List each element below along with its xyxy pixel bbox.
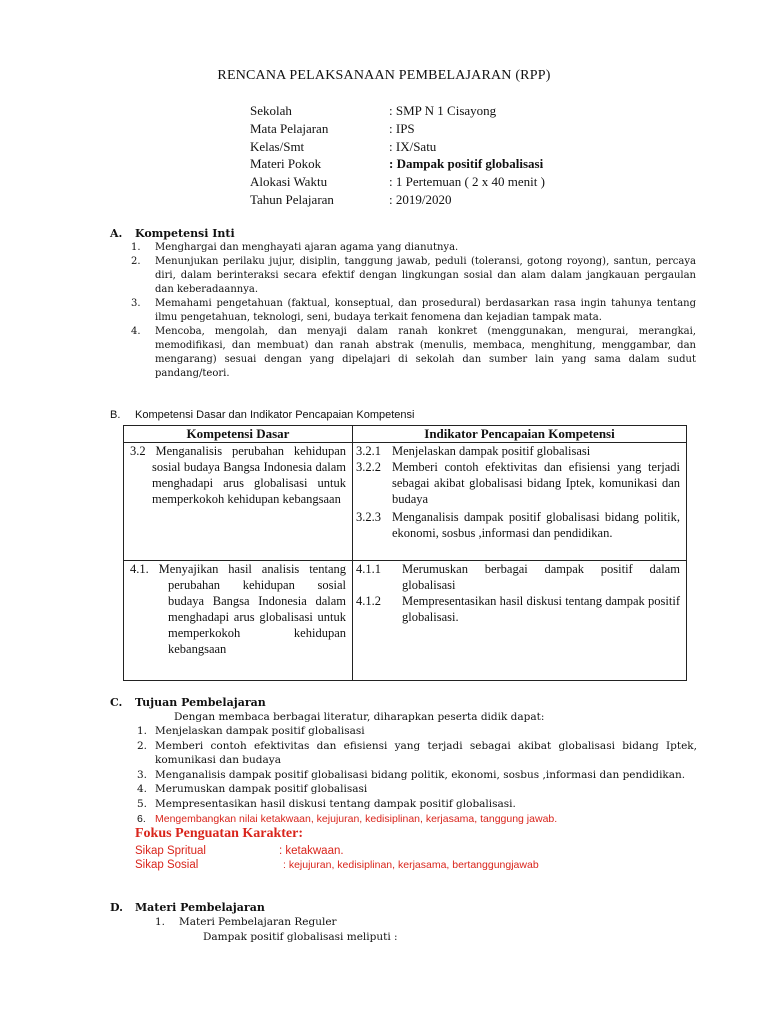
list-item xyxy=(137,782,697,797)
list-number: 6. xyxy=(137,813,146,825)
section-title: Materi Pembelajaran xyxy=(135,901,265,914)
list-number: 3. xyxy=(131,298,141,309)
identity-label: Tahun Pelajaran xyxy=(250,192,334,207)
list-text: Memberi contoh efektivitas dan efisiensi yang terjadi sebagai akibat globalisasi bidang Iptek, komunikasi dan budaya xyxy=(155,739,697,766)
table-header-row xyxy=(124,426,687,443)
section-title: Kompetensi Dasar dan Indikator Pencapaian Kompetensi xyxy=(135,409,415,421)
indicator-item xyxy=(356,459,680,507)
list-text: Menghargai dan menghayati ajaran agama yang dianutnya. xyxy=(155,242,459,253)
identity-label: Mata Pelajaran xyxy=(250,121,329,136)
list-number: 4. xyxy=(137,783,148,795)
identity-value: : IX/Satu xyxy=(389,139,437,154)
kd-text: 4.1. Menyajikan hasil analisis tentang perubahan kehidupan sosial budaya Bangsa Indonesia dalam menghadapi arus globalisasi untuk memperkokoh kehidupan kebangsaan xyxy=(130,562,346,656)
list-item xyxy=(137,797,697,812)
list-number: 5. xyxy=(137,797,148,810)
indicator-item xyxy=(356,509,680,541)
objectives-list xyxy=(137,724,697,827)
list-number: 3. xyxy=(137,768,148,781)
kompetensi-inti-list xyxy=(131,241,696,381)
list-item xyxy=(131,325,696,381)
list-text: Mempresentasikan hasil diskusi tentang dampak positif globalisasi. xyxy=(155,797,516,810)
objective-intro: Dengan membaca berbagai literatur, diharapkan peserta didik dapat: xyxy=(174,711,545,723)
section-c-heading xyxy=(110,696,266,709)
kd-cell xyxy=(124,443,353,561)
section-title: Kompetensi Inti xyxy=(135,227,235,240)
sikap-sosial-label: Sikap Sosial xyxy=(135,859,199,871)
table-row xyxy=(124,443,687,561)
materi-item xyxy=(155,915,337,930)
list-item xyxy=(137,812,697,827)
indicator-item xyxy=(356,593,680,625)
indicator-cell xyxy=(353,443,687,561)
identity-value: : IPS xyxy=(389,121,415,136)
identity-value: : 1 Pertemuan ( 2 x 40 menit ) xyxy=(389,174,545,189)
identity-value: : Dampak positif globalisasi xyxy=(389,156,544,171)
list-text: Merumuskan dampak positif globalisasi xyxy=(155,783,368,795)
list-text: Memahami pengetahuan (faktual, konseptual, dan prosedural) berdasarkan rasa ingin tahunya tentang ilmu pengetahuan, teknologi, seni, budaya terkait fenomena dan kejadian tampak mata. xyxy=(155,298,696,323)
section-letter: B. xyxy=(110,409,121,421)
section-letter: C. xyxy=(110,696,123,709)
identity-label: Materi Pokok xyxy=(250,156,322,171)
list-item xyxy=(137,768,697,783)
list-text: Menganalisis dampak positif globalisasi bidang politik, ekonomi, sosbus ,informasi dan pendidikan. xyxy=(155,768,686,781)
list-item xyxy=(137,739,697,768)
section-title: Tujuan Pembelajaran xyxy=(135,696,266,709)
identity-value: : SMP N 1 Cisayong xyxy=(389,103,497,118)
indicator-text: Memberi contoh efektivitas dan efisiensi yang terjadi sebagai akibat globalisasi bidang Iptek, komunikasi dan budaya xyxy=(392,460,680,506)
indicator-number: 3.2.2 xyxy=(356,460,381,474)
kd-text: 3.2 Menganalisis perubahan kehidupan sosial budaya Bangsa Indonesia dalam menghadapi arus globalisasi untuk memperkokoh kehidupan kebangsaan xyxy=(130,444,346,506)
sikap-sosial-value: : kejujuran, kedisiplinan, kerjasama, bertanggungjawab xyxy=(283,859,539,871)
list-item xyxy=(137,724,697,739)
section-d-heading xyxy=(110,901,265,914)
indicator-item xyxy=(356,561,680,593)
indicator-text: Mempresentasikan hasil diskusi tentang dampak positif globalisasi. xyxy=(402,594,680,624)
indicator-text: Merumuskan berbagai dampak positif dalam globalisasi xyxy=(402,562,680,592)
sikap-spiritual-value: : ketakwaan. xyxy=(279,845,344,857)
indicator-cell xyxy=(353,561,687,681)
list-item xyxy=(131,255,696,297)
sikap-spiritual-label: Sikap Spritual xyxy=(135,845,206,857)
table-row xyxy=(124,561,687,681)
list-text: Menunjukan perilaku jujur, disiplin, tanggung jawab, peduli (toleransi, gotong royong), santun, percaya diri, dalam berinteraksi secara efektif dengan lingkungan sosial dan alam dalam jangkauan pergaulan dan keberadaannya. xyxy=(155,256,696,295)
indicator-number: 3.2.1 xyxy=(356,444,381,458)
list-text: Menjelaskan dampak positif globalisasi xyxy=(155,725,365,737)
indicator-text: Menganalisis dampak positif globalisasi bidang politik, ekonomi, sosbus ,informasi dan pendidikan. xyxy=(392,510,680,540)
table-header-indicator: Indikator Pencapaian Kompetensi xyxy=(353,426,687,443)
indicator-number: 4.1.2 xyxy=(356,594,381,608)
indicator-text: Menjelaskan dampak positif globalisasi xyxy=(392,444,591,458)
identity-value: : 2019/2020 xyxy=(389,192,452,207)
list-item xyxy=(131,241,696,255)
list-text: Mengembangkan nilai ketakwaan, kejujuran, kedisiplinan, kerjasama, tanggung jawab. xyxy=(155,813,558,825)
list-number: 1. xyxy=(155,916,166,928)
section-b-heading xyxy=(110,409,414,421)
list-number: 2. xyxy=(131,256,141,267)
list-text: Materi Pembelajaran Reguler xyxy=(179,916,337,928)
list-number: 2. xyxy=(137,739,148,752)
list-number: 4. xyxy=(131,326,141,337)
identity-label: Alokasi Waktu xyxy=(250,174,328,189)
indicator-number: 3.2.3 xyxy=(356,510,381,524)
competency-table xyxy=(123,425,687,681)
indicator-number: 4.1.1 xyxy=(356,562,381,576)
section-letter: A. xyxy=(110,227,123,240)
indicator-item xyxy=(356,443,680,459)
materi-subtext: Dampak positif globalisasi meliputi : xyxy=(203,931,398,943)
list-text: Mencoba, mengolah, dan menyaji dalam ranah konkret (menggunakan, mengurai, merangkai, memodifikasi, dan membuat) dan ranah abstrak (menulis, membaca, menghitung, menggambar, dan mengarang) sesuai dengan yang dipelajari di sekolah dan sumber lain yang sama dalam sudut pandang/teori. xyxy=(155,326,696,379)
identity-label: Sekolah xyxy=(250,103,292,118)
section-a-heading xyxy=(110,227,235,240)
identity-label: Kelas/Smt xyxy=(250,139,305,154)
list-number: 1. xyxy=(131,242,141,253)
section-letter: D. xyxy=(110,901,123,914)
page-title: RENCANA PELAKSANAAN PEMBELAJARAN (RPP) xyxy=(217,68,551,83)
karakter-heading: Fokus Penguatan Karakter: xyxy=(135,826,303,841)
kd-cell xyxy=(124,561,353,681)
table-header-kd: Kompetensi Dasar xyxy=(124,426,353,443)
list-item xyxy=(131,297,696,325)
list-number: 1. xyxy=(137,725,148,737)
